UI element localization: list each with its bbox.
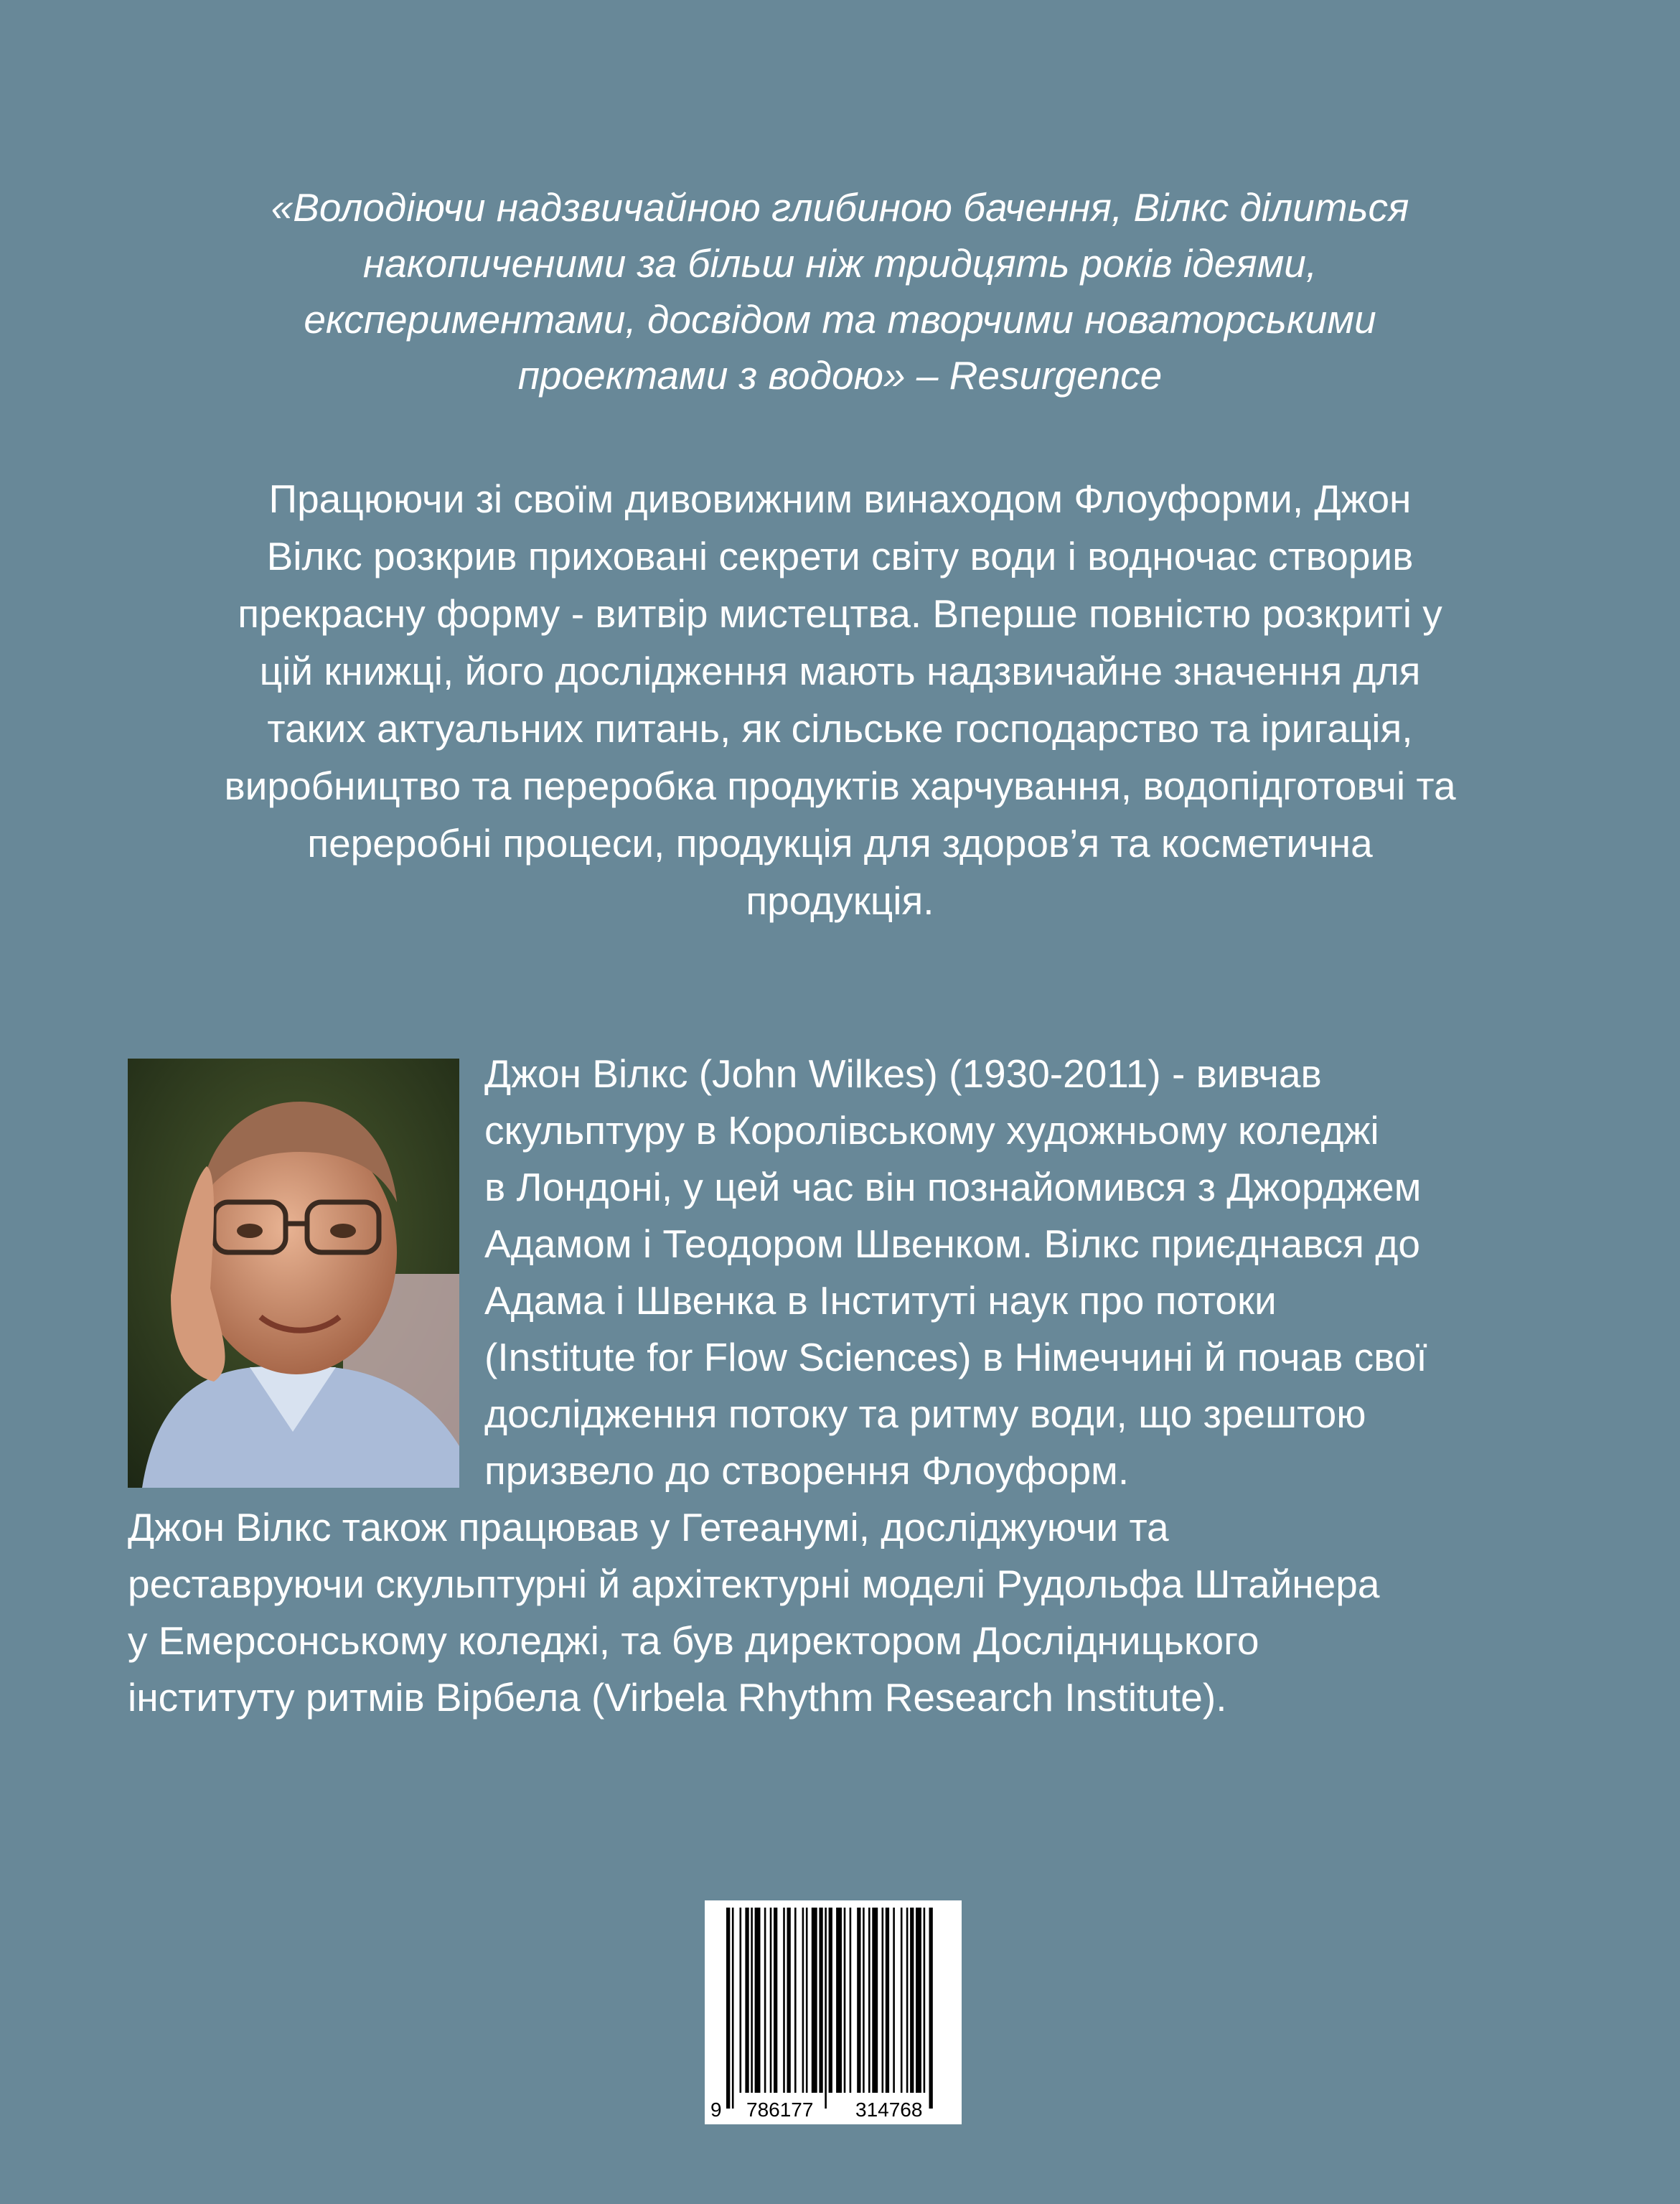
bio-line: Адамом і Теодором Швенком. Вілкс приєднався до <box>484 1221 1420 1266</box>
book-description <box>108 470 1572 929</box>
review-quote <box>144 179 1536 403</box>
quote-line: проектами з водою» – Resurgence <box>517 353 1163 398</box>
quote-line: накопиченими за більш ніж тридцять років ідеями, <box>362 241 1318 286</box>
bio-line: реставруючи скульптурні й архітектурні моделі Рудольфа Штайнера <box>128 1562 1380 1606</box>
quote-line: експериментами, досвідом та творчими новаторськими <box>304 297 1376 342</box>
description-line: цій книжці, його дослідження мають надзвичайне значення для <box>259 649 1421 693</box>
barcode-digit-group-2: 314768 <box>855 2099 923 2121</box>
description-line: переробні процеси, продукція для здоров’я та косметична <box>307 821 1373 866</box>
barcode-digit-first: 9 <box>710 2099 722 2121</box>
isbn-barcode <box>705 1900 962 2124</box>
bio-line: Джон Вілкс також працював у Гетеанумі, досліджуючи та <box>128 1505 1169 1549</box>
bio-line: інституту ритмів Вірбела (Virbela Rhythm Research Institute). <box>128 1675 1227 1720</box>
bio-line: (Institute for Flow Sciences) в Німеччині й почав свої <box>484 1335 1427 1379</box>
description-line: виробництво та переробка продуктів харчування, водопідготовчі та <box>224 764 1456 808</box>
description-line: Працюючи зі своїм дивовижним винаходом Флоуформи, Джон <box>268 477 1412 521</box>
bio-line: у Емерсонському коледжі, та був директором Дослідницького <box>128 1618 1259 1663</box>
bio-line: Адама і Швенка в Інституті наук про потоки <box>484 1278 1277 1323</box>
bio-line: Джон Вілкс (John Wilkes) (1930-2011) - вивчав <box>484 1051 1322 1096</box>
description-line: таких актуальних питань, як сільське господарство та іригація, <box>267 706 1413 751</box>
barcode-digit-group-1: 786177 <box>746 2099 814 2121</box>
bio-line: скульптуру в Королівському художньому коледжі <box>484 1108 1379 1153</box>
quote-line: «Володіючи надзвичайною глибиною бачення, Вілкс ділиться <box>271 185 1409 230</box>
bio-line: в Лондоні, у цей час він познайомився з Джорджем <box>484 1165 1422 1209</box>
bio-line: призвело до створення Флоуформ. <box>484 1448 1130 1493</box>
bio-line: дослідження потоку та ритму води, що зрештою <box>484 1392 1366 1436</box>
author-bio <box>128 1046 1563 1726</box>
barcode-digits <box>705 2007 962 2121</box>
description-line: Вілкс розкрив приховані секрети світу води і водночас створив <box>266 534 1414 578</box>
description-line: прекрасну форму - витвір мистецтва. Вперше повністю розкриті у <box>238 591 1442 636</box>
description-line: продукція. <box>746 878 934 923</box>
